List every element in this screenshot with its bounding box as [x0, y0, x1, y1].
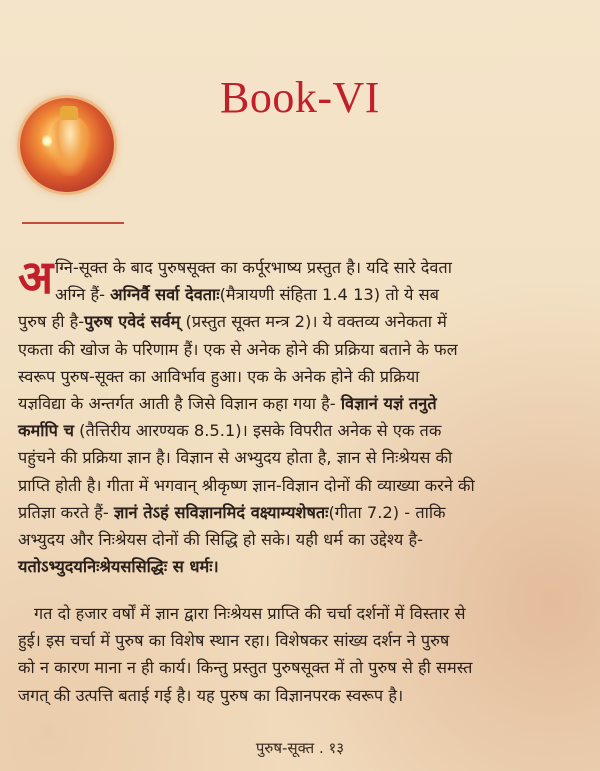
para2-line: हुई। इस चर्चा में पुरुष का विशेष स्थान रहा। विशेषकर सांख्य दर्शन ने पुरुष — [18, 631, 450, 651]
line-text: ग्नि-सूक्त के बाद पुरुषसूक्त का कर्पूरभाष्य प्रस्तुत है। यदि सारे देवता — [55, 258, 452, 277]
line-text: यज्ञविद्या के अन्तर्गत आती है जिसे विज्ञान कहा गया है- — [18, 394, 341, 414]
line-text: अग्नि हैं- — [55, 285, 111, 305]
line-text: पुरुष ही है- — [18, 312, 85, 332]
deity-crown — [60, 106, 78, 120]
para2-line: गत दो हजार वर्षों में ज्ञान द्वारा निःश्रेयस प्राप्ति की चर्चा दर्शनों में विस्तार से — [34, 604, 466, 623]
para1-line — [18, 281, 578, 308]
line-text: प्राप्ति होती है। गीता में भगवान् श्रीकृष्ण ज्ञान-विज्ञान दोनों की व्याख्या करने की — [18, 475, 475, 495]
para2-line: जगत् की उत्पत्ति बताई गई है। यह पुरुष का विज्ञानपरक स्वरूप है। — [18, 685, 404, 705]
para1-line — [18, 336, 578, 363]
line-text: (गीता 7.2) - ताकि — [328, 502, 446, 522]
quote-bold: यतोऽभ्युदयनिःश्रेयससिद्धिः स धर्मः। — [18, 557, 219, 577]
para1-line — [18, 553, 578, 580]
para2-line: को न कारण माना न ही कार्य। किन्तु प्रस्तुत पुरुषसूक्त में तो पुरुष से ही समस्त — [18, 658, 473, 678]
quote-bold: कर्मापि च — [18, 421, 74, 441]
line-text: (मैत्रायणी संहिता 1.4 13) तो ये सब — [219, 285, 439, 305]
paragraph-2 — [18, 600, 578, 709]
quote-bold: अग्निर्वै सर्वा देवताः — [110, 285, 220, 305]
para1-line — [18, 472, 578, 499]
para1-line — [18, 308, 578, 335]
para1-line — [18, 526, 578, 553]
page-footer: पुरुष-सूक्त . १३ — [255, 739, 345, 757]
paragraph-1 — [18, 250, 578, 580]
para1-line — [18, 390, 578, 417]
drop-cap: अ — [18, 250, 54, 304]
para1-line — [18, 499, 578, 526]
flame-glow — [42, 134, 52, 148]
quote-bold: ज्ञानं तेऽहं सविज्ञानमिदं वक्ष्याम्यशेषतः — [113, 502, 329, 522]
para1-line — [18, 417, 578, 444]
para1-line — [18, 363, 578, 390]
deity-emblem-image — [20, 98, 114, 192]
deity-figure — [50, 116, 90, 176]
line-text: प्रतिज्ञा करते हैं- — [18, 502, 114, 522]
line-text: (प्रस्तुत सूक्त मन्त्र 2)। ये वक्तव्य अनेकता में — [180, 312, 447, 332]
quote-bold: विज्ञानं यज्ञं तनुते — [340, 394, 437, 414]
line-text: स्वरूप पुरुष-सूक्त का आविर्भाव हुआ। एक के अनेक होने की प्रक्रिया — [18, 366, 420, 386]
para1-line — [18, 254, 578, 281]
emblem-underline — [22, 222, 124, 224]
line-text: एकता की खोज के परिणाम हैं। एक से अनेक होने की प्रक्रिया बताने के फल — [18, 339, 458, 359]
line-text: पहुंचने की प्रक्रिया ज्ञान है। विज्ञान से अभ्युदय होता है, ज्ञान से निःश्रेयस की — [18, 448, 453, 468]
page-title: Book-VI — [220, 73, 380, 122]
para1-line — [18, 444, 578, 471]
line-text: (तैत्तिरीय आरण्यक 8.5.1)। इसके विपरीत अनेक से एक तक — [73, 421, 442, 441]
quote-bold: पुरुष एवेदं सर्वम् — [84, 312, 181, 332]
line-text: अभ्युदय और निःश्रेयस दोनों की सिद्धि हो सके। यही धर्म का उद्देश्य है- — [18, 530, 423, 550]
